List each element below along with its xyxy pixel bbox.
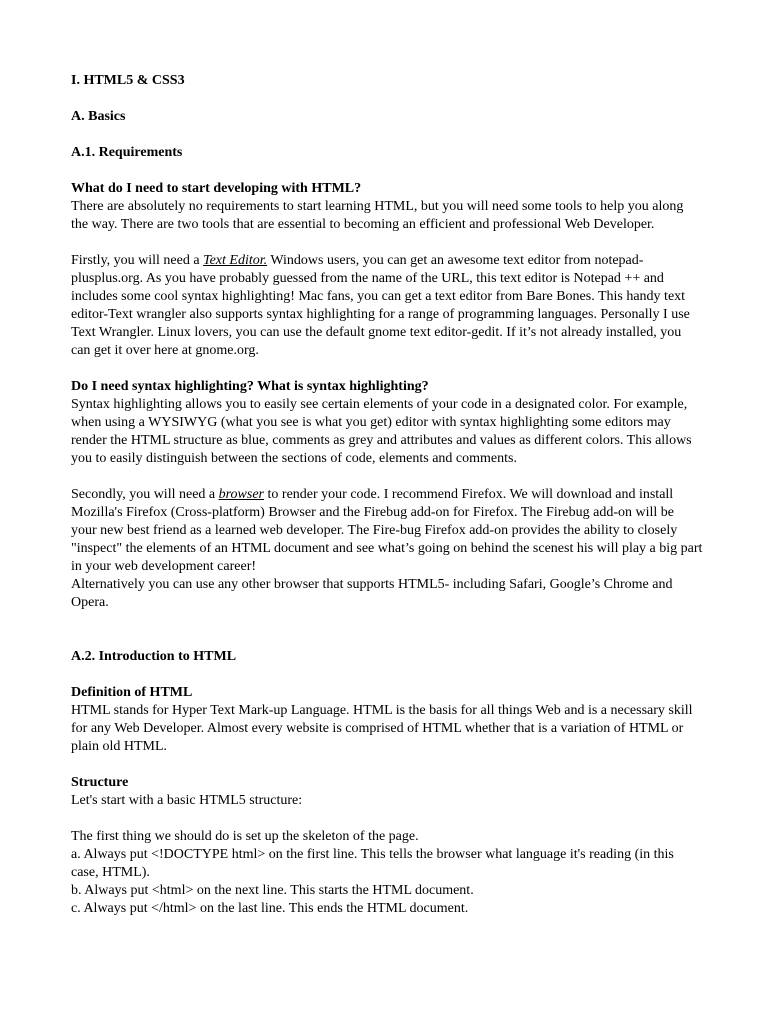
- heading-introduction-to-html: A.2. Introduction to HTML: [71, 649, 237, 664]
- browser-link[interactable]: browser: [218, 487, 265, 502]
- list-item-html-close: c. Always put </html> on the last line. This ends the HTML document.: [71, 901, 469, 916]
- list-item-html-open: b. Always put <html> on the next line. This starts the HTML document.: [71, 883, 474, 898]
- paragraph-text-editor: [71, 252, 703, 360]
- paragraph-structure-intro: Let's start with a basic HTML5 structure:: [71, 793, 303, 808]
- heading-structure: Structure: [71, 775, 129, 790]
- heading-definition-of-html: Definition of HTML: [71, 685, 193, 700]
- document-page: [71, 72, 703, 918]
- question-what-do-i-need: What do I need to start developing with HTML?: [71, 181, 362, 196]
- text-editor-link[interactable]: Text Editor.: [203, 253, 268, 268]
- paragraph-browser: [71, 486, 703, 576]
- paragraph-syntax-highlighting: Syntax highlighting allows you to easily see certain elements of your code in a designated color. For example, when using a WYSIWYG (what you see is what you get) editor with syntax highlighting some editors may render the HTML structure as blue, comments as grey and attributes and values as different colors. This allows you to easily distinguish between the sections of code, elements and comments.: [71, 397, 692, 466]
- heading-requirements: A.1. Requirements: [71, 145, 183, 160]
- paragraph-requirements: There are absolutely no requirements to start learning HTML, but you will need some tools to help you along the way. There are two tools that are essential to becoming an efficient and professional Web Developer.: [71, 199, 684, 232]
- paragraph-skeleton: The first thing we should do is set up the skeleton of the page.: [71, 829, 419, 844]
- question-syntax-highlighting: Do I need syntax highlighting? What is syntax highlighting?: [71, 379, 429, 394]
- paragraph-alternative-browsers: Alternatively you can use any other browser that supports HTML5- including Safari, Google’s Chrome and Opera.: [71, 577, 673, 610]
- heading-html5-css3: I. HTML5 & CSS3: [71, 73, 185, 88]
- browser-intro: Secondly, you will need a: [71, 487, 219, 502]
- text-editor-intro: Firstly, you will need a: [71, 253, 204, 268]
- browser-body: to render your code. I recommend Firefox. We will download and install Mozilla's Firefox (Cross-platform) Browser and the Firebug add-on for Firefox. The Firebug add-on will be your new best friend as a learned web developer. The Fire-bug Firefox add-on provides the ability to closely "inspect" the elements of an HTML document and see what’s going on behind the scenest his will play a big part in your web development career!: [71, 487, 703, 574]
- heading-basics: A. Basics: [71, 109, 126, 124]
- list-item-doctype: a. Always put <!DOCTYPE html> on the first line. This tells the browser what language it's reading (in this case, HTML).: [71, 847, 674, 880]
- paragraph-definition: HTML stands for Hyper Text Mark-up Language. HTML is the basis for all things Web and is a necessary skill for any Web Developer. Almost every website is comprised of HTML whether that is a variation of HTML or plain old HTML.: [71, 703, 693, 754]
- text-editor-body: Windows users, you can get an awesome text editor from notepad-plusplus.org. As you have probably guessed from the name of the URL, this text editor is Notepad ++ and includes some cool syntax highlighting! Mac fans, you can get a text editor from Bare Bones. This handy text editor-Text wrangler also supports syntax highlighting for a range of programming languages. Personally I use Text Wrangler. Linux lovers, you can use the default gnome text editor-gedit. If it’s not already installed, you can get it over here at gnome.org.: [71, 253, 690, 358]
